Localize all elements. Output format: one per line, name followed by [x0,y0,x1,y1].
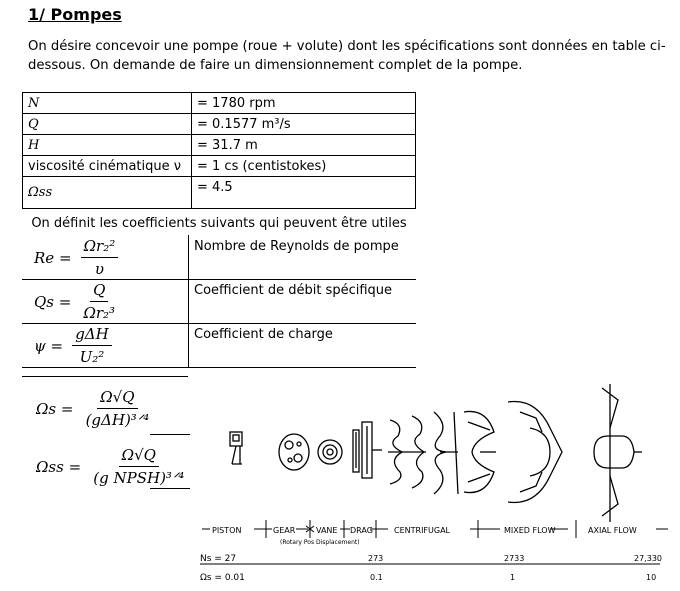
category-label: DRAG [350,526,373,535]
definition-description: Coefficient de charge [194,327,333,342]
spec-value: = 31.7 m [192,135,416,156]
table-row [22,235,416,280]
flow-coefficient-formula: Qs = $\frac{Q}{\text{Ωr₂³}}$ [34,281,116,322]
spec-value: = 4.5 [192,177,416,209]
pump-types-diagram [190,372,680,591]
head-coefficient-formula: ψ = $\frac{\text{gΔH}}{\text{U₂²}}$ [34,325,112,366]
category-label: AXIAL FLOW [588,526,637,535]
spec-value: = 1780 rpm [192,93,416,114]
category-label: PISTON [212,526,242,535]
spec-label: Q [23,114,192,135]
mixed-flow-impeller-icon [508,402,562,503]
table-row [23,114,416,135]
axial-flow-impeller-icon [594,384,642,522]
centrifugal-impeller-icon [388,416,426,488]
ns-value: 2733 [504,554,525,563]
spec-label: Ωss [23,177,192,209]
category-label: CENTRIFUGAL [394,526,451,535]
definition-description: Coefficient de débit spécifique [194,283,393,298]
ns-value: 27,330 [634,554,662,563]
ns-label: Ns = 27 [200,554,237,564]
table-row [23,135,416,156]
rotary-note: (Rotary Pos Displacement) [280,539,360,546]
divider [150,434,190,435]
suction-specific-speed-formula: Ωss = $\frac{\Omega√Q}{\text{(g NPSH)³ᐟ⁴}}$ [36,446,185,487]
mixed-flow-impeller-icon [464,411,496,492]
spec-label: N [23,93,192,114]
definition-description: Nombre de Reynolds de pompe [194,239,399,254]
spec-table [22,92,416,209]
ns-value: 273 [368,554,384,563]
category-label: GEAR [273,526,296,535]
definitions-heading: On définit les coefficients suivants qui peuvent être utiles [31,216,407,231]
divider [150,488,190,489]
divider [22,376,188,377]
table-row [23,177,416,209]
spec-value: = 1 cs (centistokes) [192,156,416,177]
definitions-table [22,213,416,373]
drag-pump-icon [353,422,382,478]
category-label: MIXED FLOW [504,526,556,535]
gear-pump-icon [279,434,309,470]
table-row [22,279,416,324]
spec-label: viscosité cinématique ν [23,156,192,177]
spec-value: = 0.1577 m³/s [192,114,416,135]
table-row [22,323,416,368]
omega-label: Ωs = 0.01 [200,573,245,583]
omega-value: 1 [510,573,516,582]
vane-pump-icon [318,440,342,464]
category-label: VANE [316,526,338,535]
specific-speed-formula: Ωs = $\frac{\Omega√Q}{\text{(gΔH)³ᐟ⁴}}$ [36,388,150,429]
piston-pump-icon [230,432,242,464]
table-row [23,93,416,114]
spec-label: H [23,135,192,156]
reynolds-formula: Re = $\frac{\text{Ωr₂²}}{\upsilon}$ [34,237,118,278]
intro-paragraph: On désire concevoir une pompe (roue + volute) dont les spécifications sont données en table ci-dessous. On demande de faire un dimensionnement complet de la pompe. [28,39,666,73]
centrifugal-impeller-icon [434,412,458,494]
omega-value: 10 [646,573,657,582]
table-row [23,156,416,177]
omega-value: 0.1 [370,573,383,582]
page-title: 1/ Pompes [28,5,122,24]
